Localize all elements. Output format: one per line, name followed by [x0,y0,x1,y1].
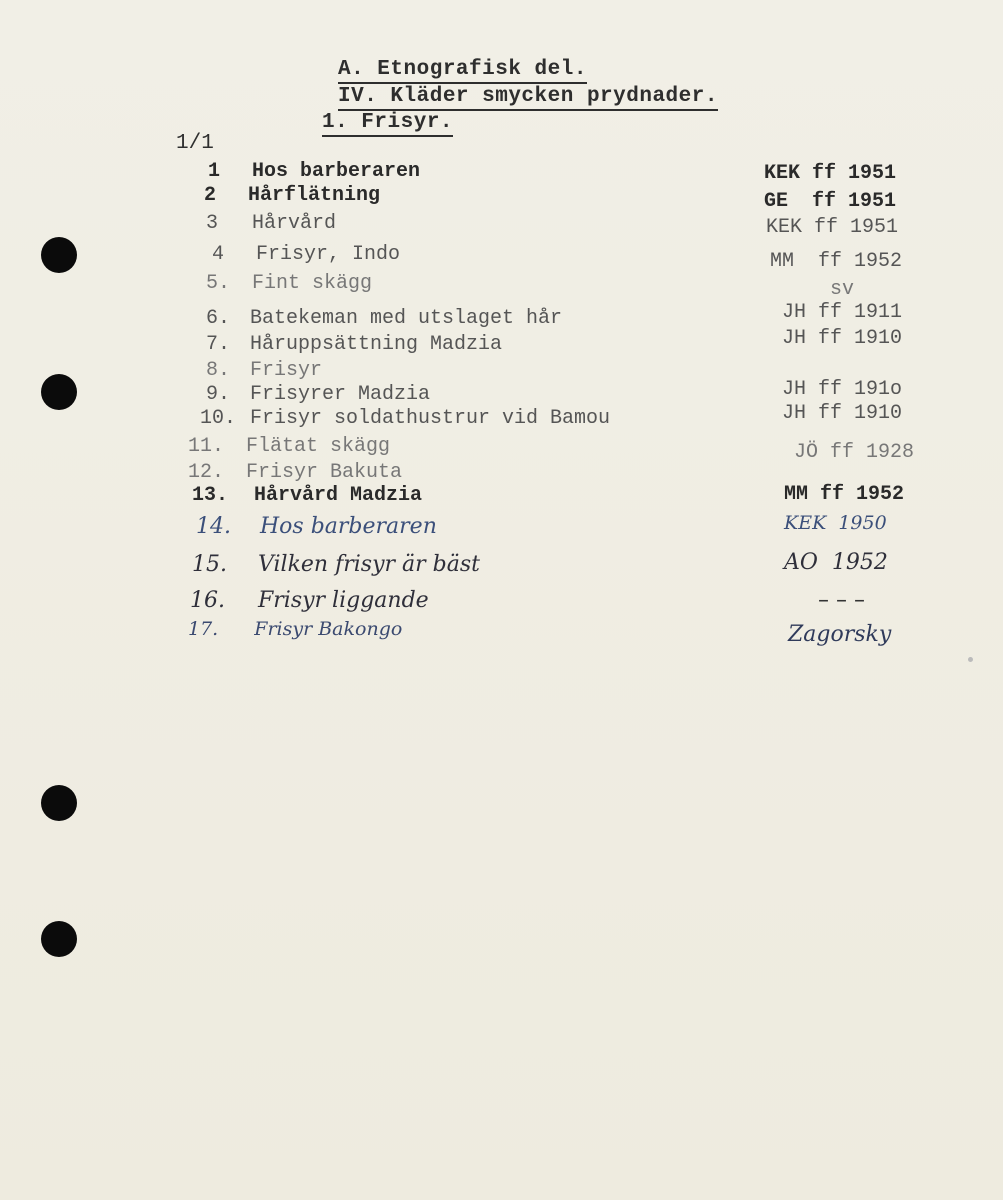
entry-title: Frisyrer Madzia [250,383,431,406]
entry-title: Hårvård Madzia [254,484,423,507]
entry-title: Håruppsättning Madzia [250,333,503,356]
entry-title: Hos barberaren [252,160,421,183]
entry-number: 9. [206,383,231,406]
entry-title: Flätat skägg [246,435,391,458]
entry-number: 1 [208,160,221,183]
list-item [206,212,336,235]
entry-title: Hårvård [252,212,337,235]
handwritten-meta: – – – [818,588,865,613]
heading-line-3-text: 1. Frisyr. [322,111,453,137]
handwritten-entry [196,514,437,539]
entry-meta: JÖ ff 1928 [794,441,915,464]
entry-number: 17. [188,618,219,640]
entry-number: 4 [212,243,225,266]
list-item [206,333,502,356]
entry-number: 16. [190,588,225,613]
entry-number: 2 [204,184,217,207]
heading-line-2-text: IV. Kläder smycken prydnader. [338,85,718,111]
entry-meta: JH ff 1911 [782,301,903,324]
list-item [208,160,420,183]
handwritten-entry [188,618,402,640]
entry-meta: JH ff 1910 [782,402,903,425]
punch-hole [41,374,77,410]
handwritten-entry [190,588,429,613]
punch-hole [41,921,77,957]
entry-title: Frisyr, Indo [256,243,401,266]
entry-meta: JH ff 1910 [782,327,903,350]
entry-meta: KEK ff 1951 [764,162,897,185]
list-item [206,272,372,295]
handwritten-meta: AO 1952 [784,550,888,575]
entry-meta: KEK ff 1951 [766,216,899,239]
entry-title: Frisyr [250,359,323,382]
entry-title: Hos barberaren [260,514,437,539]
list-item [200,407,610,430]
entry-meta: GE ff 1951 [764,190,897,213]
entry-meta: sv [830,278,855,301]
entry-meta: JH ff 191o [782,378,903,401]
section-label: 1/1 [176,132,214,155]
punch-hole [41,785,77,821]
handwritten-entry [192,552,480,577]
entry-title: Frisyr soldathustrur vid Bamou [250,407,611,430]
entry-title: Fint skägg [252,272,373,295]
entry-title: Frisyr liggande [258,588,429,613]
entry-meta: MM ff 1952 [770,250,903,273]
entry-number: 11. [188,435,225,458]
entry-title: Batekeman med utslaget hår [250,307,563,330]
list-item [192,484,422,507]
heading-line-2 [338,85,718,108]
list-item [206,359,322,382]
entry-number: 3 [206,212,219,235]
entry-meta: MM ff 1952 [784,483,905,506]
entry-title: Vilken frisyr är bäst [258,552,480,577]
heading-line-3 [322,111,453,134]
entry-number: 15. [192,552,227,577]
entry-number: 14. [196,514,231,539]
handwritten-meta: KEK 1950 [784,512,887,534]
list-item [188,461,402,484]
punch-hole [41,237,77,273]
entry-title: Frisyr Bakuta [246,461,403,484]
entry-number: 5. [206,272,231,295]
entry-title: Frisyr Bakongo [254,618,403,640]
list-item [188,435,390,458]
handwritten-meta: Zagorsky [788,622,892,647]
entry-number: 10. [200,407,237,430]
entry-number: 7. [206,333,231,356]
list-item [206,383,430,406]
heading-line-1-text: A. Etnografisk del. [338,58,587,84]
list-item [204,184,380,207]
entry-number: 12. [188,461,225,484]
list-item [206,307,562,330]
list-item [212,243,400,266]
entry-number: 8. [206,359,231,382]
paper-speck [968,657,973,662]
heading-line-1 [338,58,587,81]
entry-number: 13. [192,484,229,507]
entry-number: 6. [206,307,231,330]
entry-title: Hårflätning [248,184,381,207]
